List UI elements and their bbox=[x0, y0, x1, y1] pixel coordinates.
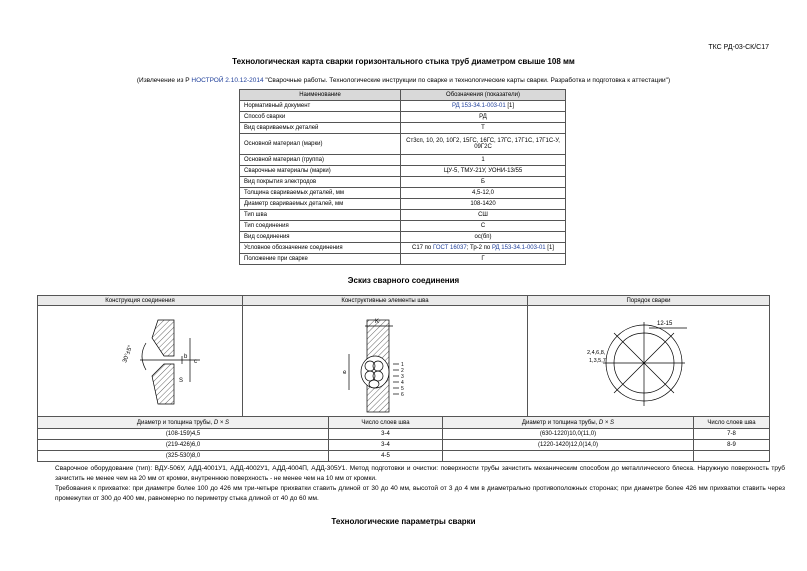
rd-link[interactable]: РД 153-34.1-003-01 bbox=[491, 245, 546, 251]
table-row bbox=[240, 112, 566, 123]
extract-rest: "Сварочные работы. Технологические инструкции по сварке и технологические карты сварки. Разработка и подготовка к аттестации") bbox=[263, 77, 671, 84]
order-cell bbox=[528, 306, 770, 422]
params-header-name: Наименование bbox=[240, 90, 401, 101]
sketch-header-row bbox=[38, 296, 770, 306]
header-text: Диаметр и толщина трубы, bbox=[136, 419, 214, 426]
table-row bbox=[240, 177, 566, 188]
table-row bbox=[240, 232, 566, 243]
param-name: Тип шва bbox=[240, 210, 401, 221]
b-label: b bbox=[184, 353, 188, 360]
param-value: Г bbox=[401, 254, 566, 265]
layer-label: 5 bbox=[401, 385, 404, 392]
layer-label: 1 bbox=[401, 361, 404, 368]
layers-header-diameter bbox=[38, 417, 329, 429]
param-value: 4,5-12,0 bbox=[401, 188, 566, 199]
param-name: Вид соединения bbox=[240, 232, 401, 243]
tech-params-title: Технологические параметры сварки bbox=[331, 517, 476, 526]
param-value: СШ bbox=[401, 210, 566, 221]
weld-elements-drawing bbox=[245, 308, 525, 418]
params-header-row bbox=[240, 90, 566, 101]
layer-label: 6 bbox=[401, 391, 404, 398]
angle-label: 30°±5° bbox=[122, 344, 135, 364]
param-name: Сварочные материалы (марки) bbox=[240, 166, 401, 177]
layers-header-diameter-2 bbox=[443, 417, 694, 429]
doc-code: ТКС РД-03-СК/С17 bbox=[708, 44, 769, 51]
params-table bbox=[239, 89, 566, 265]
table-row bbox=[38, 429, 770, 440]
table-cell: 3-4 bbox=[329, 429, 443, 440]
order-left-label2: 1,3,5,7 bbox=[588, 357, 606, 364]
table-cell: (1220-1420)12,0(14,0) bbox=[443, 440, 694, 451]
table-row bbox=[240, 243, 566, 254]
extract-note bbox=[0, 77, 807, 84]
header-text: Диаметр и толщина трубы, bbox=[521, 419, 599, 426]
param-value: ЦУ-5, ТМУ-21У, УОНИ-13/55 bbox=[401, 166, 566, 177]
welding-order-drawing bbox=[529, 308, 769, 418]
param-value: РД bbox=[401, 112, 566, 123]
extract-prefix: (Извлечение из Р bbox=[136, 77, 192, 84]
e-label: e bbox=[343, 369, 347, 376]
param-value: ос(бп) bbox=[401, 232, 566, 243]
param-value: Т bbox=[401, 123, 566, 134]
param-name: Диаметр свариваемых деталей, мм bbox=[240, 199, 401, 210]
table-row bbox=[240, 101, 566, 112]
table-row bbox=[38, 440, 770, 451]
table-row bbox=[240, 210, 566, 221]
layer-label: 2 bbox=[401, 367, 404, 374]
table-row bbox=[240, 155, 566, 166]
table-cell: 3-4 bbox=[329, 440, 443, 451]
param-name: Вид свариваемых деталей bbox=[240, 123, 401, 134]
params-header-value: Обозначения (показатели) bbox=[401, 90, 566, 101]
nostroy-link[interactable]: НОСТРОЙ 2.10.12-2014 bbox=[191, 77, 264, 84]
sketch-table bbox=[37, 295, 770, 422]
param-name: Положение при сварке bbox=[240, 254, 401, 265]
param-name: Толщина свариваемых деталей, мм bbox=[240, 188, 401, 199]
k-label: K bbox=[375, 318, 380, 325]
c-label: c bbox=[194, 358, 197, 365]
elements-cell bbox=[243, 306, 528, 422]
table-cell: 4-5 bbox=[329, 451, 443, 462]
table-cell: (219-426)6,0 bbox=[38, 440, 329, 451]
param-name: Тип соединения bbox=[240, 221, 401, 232]
param-name: Основной материал (марки) bbox=[240, 134, 401, 155]
param-name: Способ сварки bbox=[240, 112, 401, 123]
layers-header-count-2: Число слоев шва bbox=[694, 417, 770, 429]
header-units: D × S bbox=[213, 419, 230, 426]
param-value: С bbox=[401, 221, 566, 232]
table-row bbox=[240, 254, 566, 265]
table-row bbox=[240, 134, 566, 155]
layers-table bbox=[37, 416, 770, 462]
sketch-header-construction: Конструкция соединения bbox=[38, 296, 243, 306]
table-cell bbox=[443, 451, 694, 462]
gost-link[interactable]: ГОСТ 16037 bbox=[432, 245, 467, 251]
param-value-mid: ; Тр-2 по bbox=[466, 245, 492, 251]
table-cell: (325-530)8,0 bbox=[38, 451, 329, 462]
table-cell: 7-8 bbox=[694, 429, 770, 440]
tack-paragraph: Требования к прихватке: при диаметре более 100 до 426 мм три-четыре прихватки ставить длиной от 30 до 40 мм, высотой от 3 до 4 мм в диаметрально противоположных сторонах; при диаметре более 426 мм прихватки ставить через промежутки от 300 до 400 мм, равномерно по периметру стыка длиной от 40 до 60 мм. bbox=[55, 485, 785, 502]
sketch-header-order: Порядок сварки bbox=[528, 296, 770, 306]
layers-header-row bbox=[38, 417, 770, 429]
param-value bbox=[401, 243, 566, 254]
table-row bbox=[38, 451, 770, 462]
table-row bbox=[240, 166, 566, 177]
param-value-tail: [1] bbox=[545, 245, 554, 251]
table-cell: 8-9 bbox=[694, 440, 770, 451]
page-title: Технологическая карта сварки горизонтального стыка труб диаметром свыше 108 мм bbox=[232, 57, 575, 66]
construction-cell bbox=[38, 306, 243, 422]
rd-link[interactable]: РД 153-34.1-003-01 bbox=[451, 103, 506, 109]
table-cell: (108-159)4,5 bbox=[38, 429, 329, 440]
equipment-paragraph: Сварочное оборудование (тип): ВДУ-506У, АДД-4001У1, АДД-4002У1, АДД-4004П, АДД-305У1. Метод подготовки и очистки: поверхности трубы зачистить механическим способом до металлического блеска. Наружную поверхность труб зачистить не менее чем на 20 мм от кромки, внутреннюю поверхность - не менее чем на 10 мм от кромки. bbox=[55, 465, 785, 482]
header-units: D × S bbox=[598, 419, 615, 426]
s-label: S bbox=[179, 377, 184, 384]
param-value: 108-1420 bbox=[401, 199, 566, 210]
table-row bbox=[240, 123, 566, 134]
param-value: 1 bbox=[401, 155, 566, 166]
param-value-tail: [1] bbox=[505, 103, 515, 109]
param-name: Нормативный документ bbox=[240, 101, 401, 112]
param-name: Основной материал (группа) bbox=[240, 155, 401, 166]
param-name: Условное обозначение соединения bbox=[240, 243, 401, 254]
sketch-row bbox=[38, 306, 770, 422]
param-name: Вид покрытия электродов bbox=[240, 177, 401, 188]
joint-construction-drawing bbox=[40, 308, 240, 418]
layers-header-count: Число слоев шва bbox=[329, 417, 443, 429]
param-value bbox=[401, 101, 566, 112]
table-cell: (630-1220)10,0(11,0) bbox=[443, 429, 694, 440]
table-row bbox=[240, 199, 566, 210]
table-cell bbox=[694, 451, 770, 462]
table-row bbox=[240, 188, 566, 199]
layer-label: 4 bbox=[401, 379, 404, 386]
order-left-label1: 2,4,6,8, bbox=[586, 349, 605, 356]
param-value: Ст3сп, 10, 20, 10Г2, 15ГС, 16ГС, 17ГС, 17Г1С, 17Г1С-У, 09Г2С bbox=[401, 134, 566, 155]
sketch-header-elements: Конструктивные элементы шва bbox=[243, 296, 528, 306]
param-value-pre: С17 по bbox=[412, 245, 433, 251]
sketch-title: Эскиз сварного соединения bbox=[347, 276, 460, 285]
order-top-label: 12-15 bbox=[656, 320, 672, 327]
table-row bbox=[240, 221, 566, 232]
param-value: Б bbox=[401, 177, 566, 188]
layer-label: 3 bbox=[401, 373, 404, 380]
